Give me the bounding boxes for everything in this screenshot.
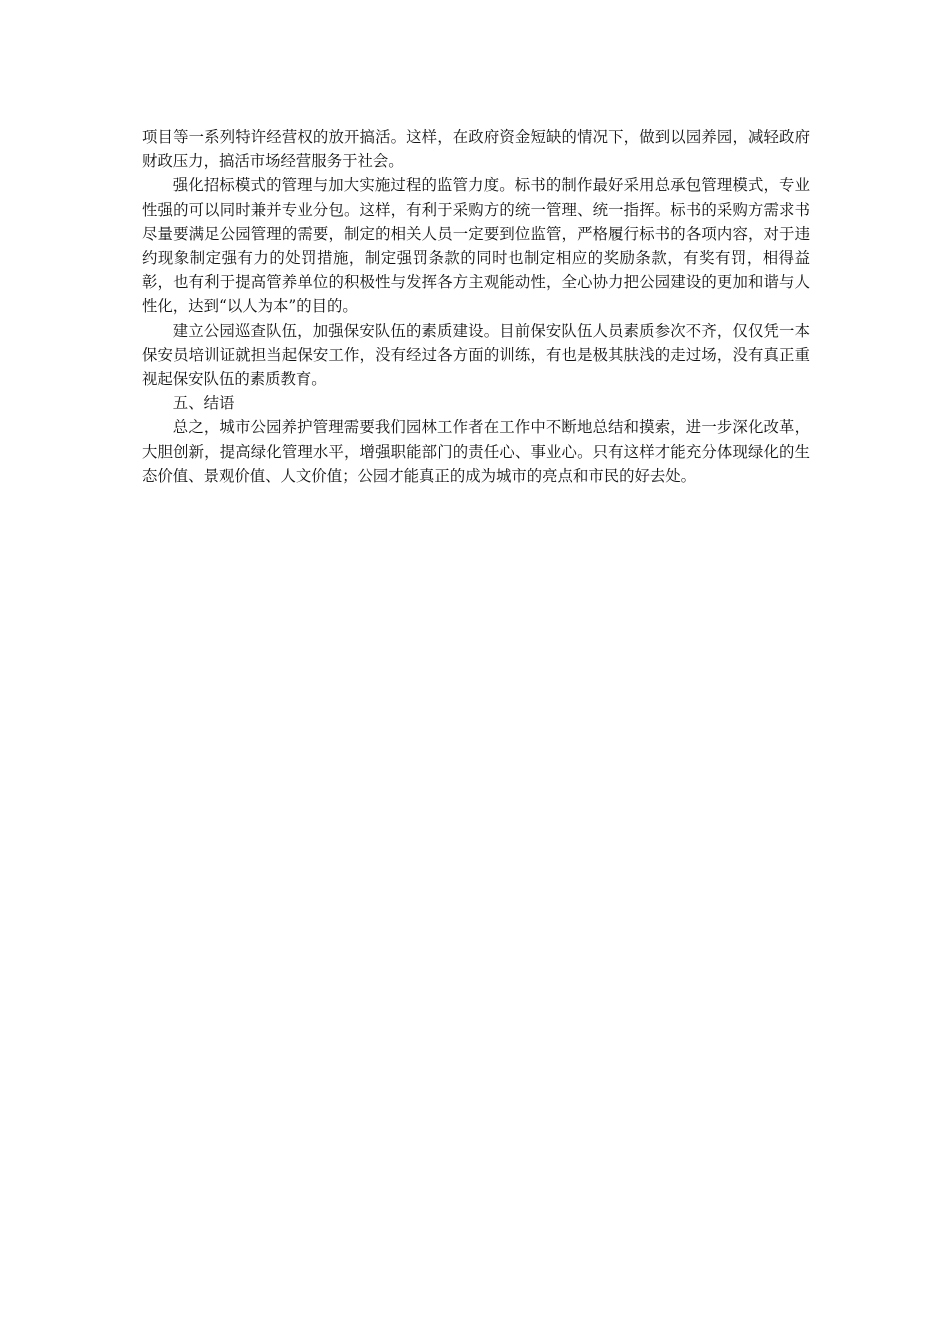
paragraph-continuation: 项目等一系列特许经营权的放开搞活。这样，在政府资金短缺的情况下，做到以园养园，减轻政府财政压力，搞活市场经营服务于社会。: [142, 128, 810, 171]
paragraph-conclusion: 总之，城市公园养护管理需要我们园林工作者在工作中不断地总结和摸索，进一步深化改革，大胆创新，提高绿化管理水平，增强职能部门的责任心、事业心。只有这样才能充分体现绿化的生态价值、景观价值、人文价值；公园才能真正的成为城市的亮点和市民的好去处。: [142, 418, 810, 485]
section-heading-conclusion: 五、结语: [172, 394, 235, 413]
paragraph-patrol: 建立公园巡查队伍，加强保安队伍的素质建设。目前保安队伍人员素质参次不齐，仅仅凭一本保安员培训证就担当起保安工作，没有经过各方面的训练，有也是极其肤浅的走过场，没有真正重视起保安队伍的素质教育。: [142, 321, 810, 389]
paragraph-bidding: 强化招标模式的管理与加大实施过程的监管力度。标书的制作最好采用总承包管理模式，专业性强的可以同时兼并专业分包。这样，有利于采购方的统一管理、统一指挥。标书的采购方需求书尽量要满足公园管理的需要，制定的相关人员一定要到位监管，严格履行标书的各项内容，对于违约现象制定强有力的处罚措施，制定强罚条款的同时也制定相应的奖励条款，有奖有罚，相得益彰，也有利于提高管养单位的积极性与发挥各方主观能动性，全心协力把公园建设的更加和谐与人性化，达到“以人为本”的目的。: [142, 176, 810, 316]
document-body: [142, 125, 810, 488]
